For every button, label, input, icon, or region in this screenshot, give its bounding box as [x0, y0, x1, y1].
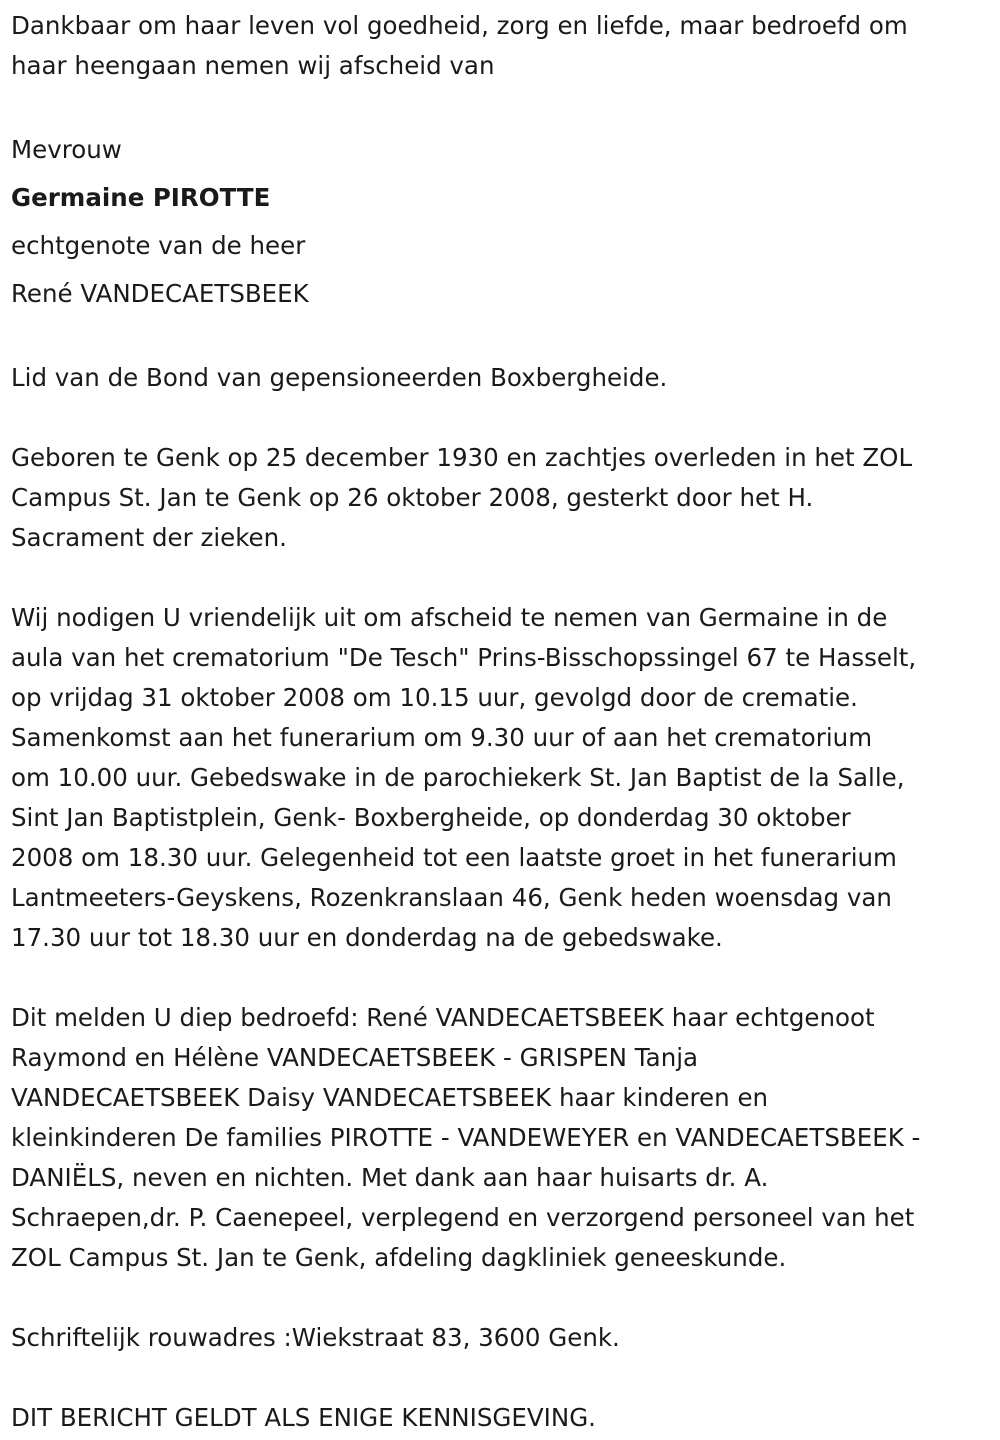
spacer: [11, 558, 991, 598]
deceased-name: Germaine PIROTTE: [11, 183, 271, 212]
relation-line: echtgenote van de heer: [11, 231, 306, 260]
spouse-name: René VANDECAETSBEEK: [11, 279, 309, 308]
mourning-address: Schriftelijk rouwadres :Wiekstraat 83, 3600 Genk.: [11, 1323, 620, 1352]
spacer: [11, 398, 991, 438]
intro-paragraph: Dankbaar om haar leven vol goedheid, zorg en liefde, maar bedroefd om haar heengaan nemen wij afscheid van: [11, 11, 908, 80]
honorific: Mevrouw: [11, 135, 122, 164]
spacer: [11, 1358, 991, 1398]
birth-death-paragraph: Geboren te Genk op 25 december 1930 en zachtjes overleden in het ZOL Campus St. Jan te Genk op 26 oktober 2008, gesterkt door het H. Sacrament der zieken.: [11, 443, 913, 552]
obituary-document: [11, 6, 991, 1438]
invitation-paragraph: Wij nodigen U vriendelijk uit om afscheid te nemen van Germaine in de aula van het crematorium "De Tesch" Prins-Bisschopssingel 67 te Hasselt, op vrijdag 31 oktober 2008 om 10.15 uur, gevolgd door de crematie. Samenkomst aan het funerarium om 9.30 uur of aan het crematorium om 10.00 uur. Gebedswake in de parochiekerk St. Jan Baptist de la Salle, Sint Jan Baptistplein, Genk- Boxbergheide, op donderdag 30 oktober 2008 om 18.30 uur. Gelegenheid tot een laatste groet in het funerarium Lantmeeters-Geyskens, Rozenkranslaan 46, Genk heden woensdag van 17.30 uur tot 18.30 uur en donderdag na de gebedswake.: [11, 603, 917, 952]
mourners-paragraph: Dit melden U diep bedroefd: René VANDECAETSBEEK haar echtgenoot Raymond en Hélène VANDECAETSBEEK - GRISPEN Tanja VANDECAETSBEEK Daisy VANDECAETSBEEK haar kinderen en kleinkinderen De families PIROTTE - VANDEWEYER en VANDECAETSBEEK - DANIËLS, neven en nichten. Met dank aan haar huisarts dr. A. Schraepen,dr. P. Caenepeel, verplegend en verzorgend personeel van het ZOL Campus St. Jan te Genk, afdeling dagkliniek geneeskunde.: [11, 1003, 921, 1272]
spacer: [11, 1278, 991, 1318]
notice-line: DIT BERICHT GELDT ALS ENIGE KENNISGEVING.: [11, 1403, 596, 1432]
spacer: [11, 318, 991, 358]
membership-line: Lid van de Bond van gepensioneerden Boxbergheide.: [11, 363, 668, 392]
spacer: [11, 958, 991, 998]
spacer: [11, 86, 991, 126]
